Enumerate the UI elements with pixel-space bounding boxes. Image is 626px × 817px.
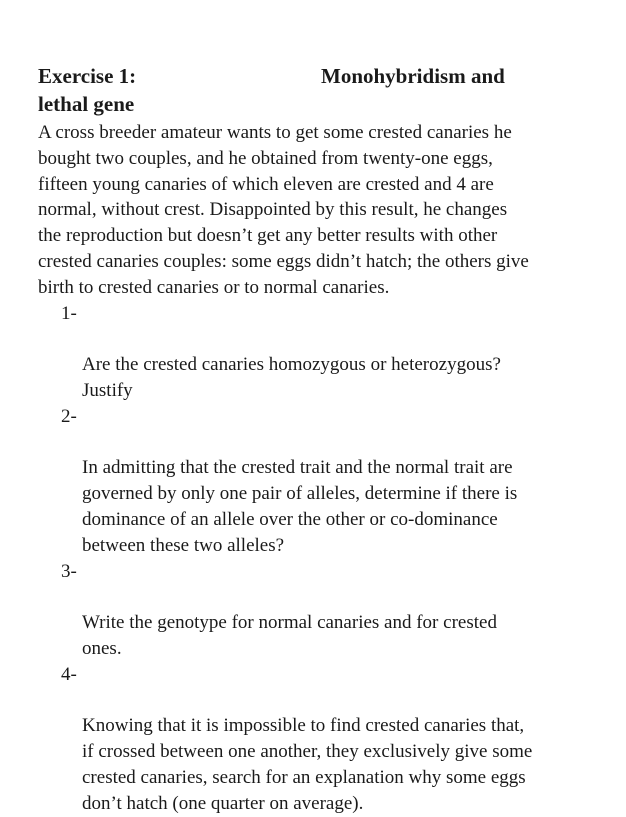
question-number: 4- (61, 663, 77, 685)
question-list (38, 301, 613, 817)
question-item (38, 301, 613, 404)
question-text: Are the crested canaries homozygous or heterozygous? Justify (82, 354, 501, 401)
exercise-label: Exercise 1: (38, 64, 137, 88)
exercise-title-continued: lethal gene (38, 92, 135, 116)
question-text: In admitting that the crested trait and the normal trait are governed by only one pair of alleles, determine if there is dominance of an allele over the other or co-dominance between these two alleles? (82, 457, 518, 556)
question-text: Write the genotype for normal canaries and for crested ones. (82, 612, 497, 659)
question-number: 2- (61, 405, 77, 427)
intro-paragraph: A cross breeder amateur wants to get some crested canaries he bought two couples, and he obtained from twenty-one eggs, fifteen young canaries of which eleven are crested and 4 are normal, without crest. Disappointed by this result, he changes the reproduction but doesn’t get any better results with other crested canaries couples: some eggs didn’t hatch; the others give birth to crested canaries or to normal canaries. (38, 122, 529, 298)
exercise-heading (38, 62, 613, 90)
exercise-document (38, 62, 613, 817)
exercise-title: Monohybridism and (321, 64, 505, 88)
question-item (38, 559, 613, 662)
question-number: 3- (61, 560, 77, 582)
question-item (38, 662, 613, 817)
question-text: Knowing that it is impossible to find crested canaries that, if crossed between one another, they exclusively give some crested canaries, search for an explanation why some eggs don’t hatch (one quarter on average). (82, 715, 533, 814)
question-item (38, 404, 613, 559)
question-number: 1- (61, 302, 77, 324)
